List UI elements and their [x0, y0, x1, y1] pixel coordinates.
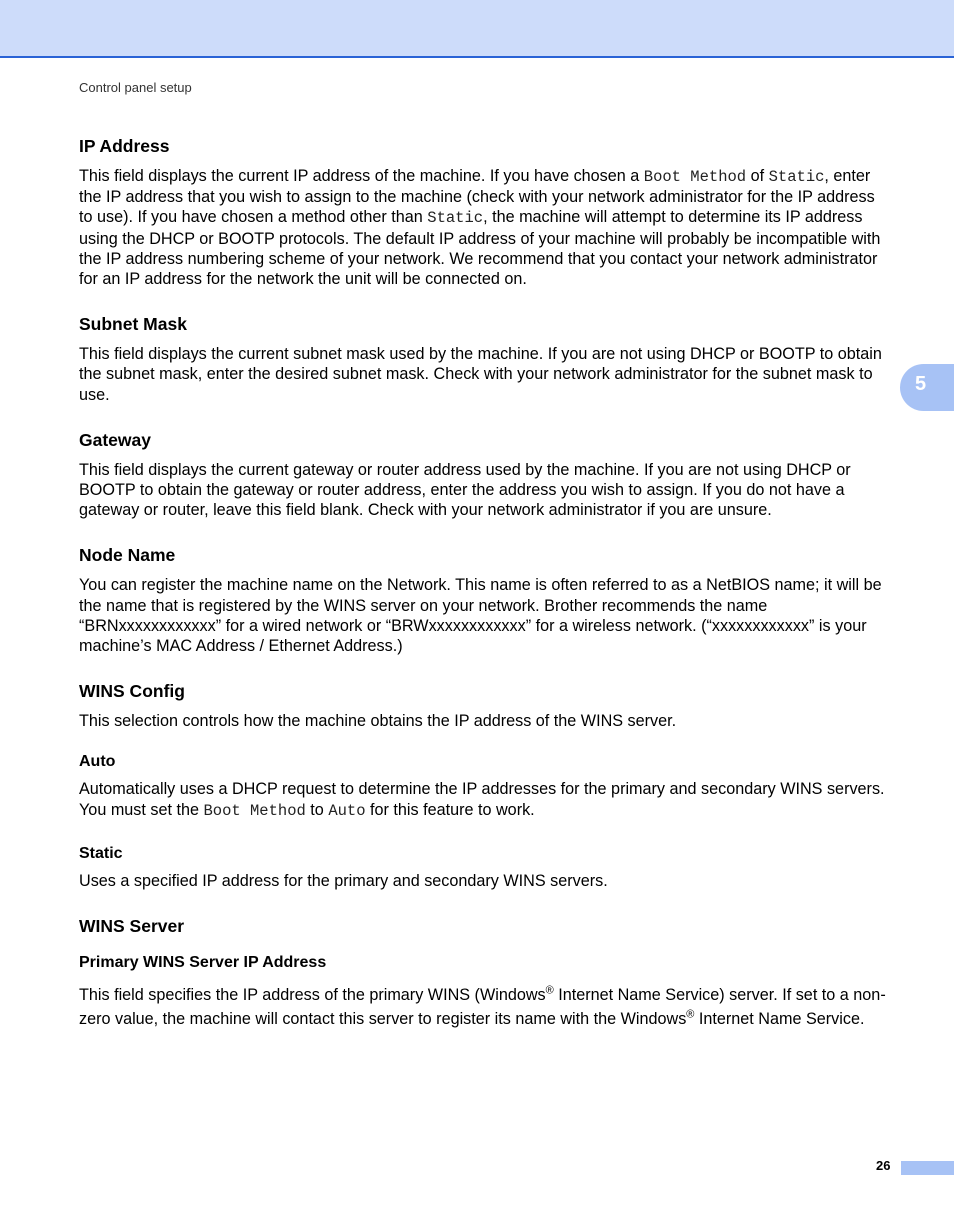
ip-address-paragraph: [79, 166, 891, 289]
page-number: 26: [876, 1158, 891, 1173]
text-run: of: [746, 167, 769, 185]
registered-mark: ®: [686, 1008, 695, 1021]
page-number-bar: [901, 1161, 954, 1175]
text-run: This field displays the current IP address of the machine. If you have chosen a: [79, 167, 644, 185]
code-static: Static: [768, 168, 825, 186]
code-boot-method: Boot Method: [203, 801, 306, 820]
registered-mark: ®: [545, 984, 554, 997]
chapter-number: 5: [915, 373, 927, 395]
code-auto: Auto: [328, 801, 366, 820]
subsection-title-auto: Auto: [79, 753, 116, 771]
code-boot-method: Boot Method: [643, 168, 747, 186]
section-title-subnet-mask: Subnet Mask: [79, 314, 187, 335]
text-run: Internet Name Service.: [694, 1010, 865, 1029]
text-run: , the machine will attempt to determine its IP address using the DHCP or BOOTP protocols. The default IP address of your machine will probably be incompatible with the IP address numbering scheme of your network. We recommend that you contact your network administrator for an IP address for the network the unit will be connected on.: [79, 208, 881, 289]
subsection-title-static: Static: [79, 844, 123, 862]
subsection-title-primary-wins: Primary WINS Server IP Address: [79, 954, 327, 972]
section-title-gateway: Gateway: [79, 429, 151, 450]
text-run: Internet Name Service) server. If set to a non-zero value, the machine will contact this server to register its name with the Windows: [79, 986, 886, 1029]
gateway-paragraph: This field displays the current gateway or router address used by the machine. If you are not using DHCP or BOOTP to obtain the gateway or router address, enter the address you wish to assign. If you do not have a gateway or router, leave this field blank. Check with your network administrator if you are unsure.: [79, 460, 851, 520]
wins-config-paragraph: This selection controls how the machine obtains the IP address of the WINS server.: [79, 712, 677, 731]
primary-wins-paragraph: [79, 983, 891, 1031]
static-paragraph: Uses a specified IP address for the primary and secondary WINS servers.: [79, 871, 608, 890]
text-run: for this feature to work.: [365, 800, 535, 819]
chapter-tab: [900, 364, 954, 411]
code-static: Static: [427, 209, 484, 228]
section-title-wins-config: WINS Config: [79, 681, 185, 702]
auto-paragraph: [79, 779, 891, 820]
section-title-ip-address: IP Address: [79, 136, 170, 156]
running-header: Control panel setup: [79, 80, 192, 95]
page-content: [79, 133, 891, 1053]
text-run: This field specifies the IP address of the primary WINS (Windows: [79, 986, 546, 1005]
node-name-paragraph: You can register the machine name on the Network. This name is often referred to as a NetBIOS name; it will be the name that is registered by the WINS server on your network. Brother recommends the name “BRNxxxxxxxxxxxx” for a wired network or “BRWxxxxxxxxxxxx” for a wireless network. (“xxxxxxxxxxxx” is your machine’s MAC Address / Ethernet Address.): [79, 576, 882, 656]
section-title-node-name: Node Name: [79, 545, 176, 566]
text-run: , enter the IP address that you wish to assign to the machine (check with your network administrator for the IP address to use). If you have chosen a method other than: [79, 167, 875, 227]
text-run: to: [305, 800, 329, 819]
top-header-band: [0, 0, 954, 58]
text-run: Automatically uses a DHCP request to determine the IP addresses for the primary and secondary WINS servers. You must set the: [79, 780, 885, 819]
section-title-wins-server: WINS Server: [79, 916, 185, 937]
subnet-mask-paragraph: This field displays the current subnet mask used by the machine. If you are not using DHCP or BOOTP to obtain the subnet mask, enter the desired subnet mask. Check with your network administrator for the subnet mask to use.: [79, 345, 882, 404]
